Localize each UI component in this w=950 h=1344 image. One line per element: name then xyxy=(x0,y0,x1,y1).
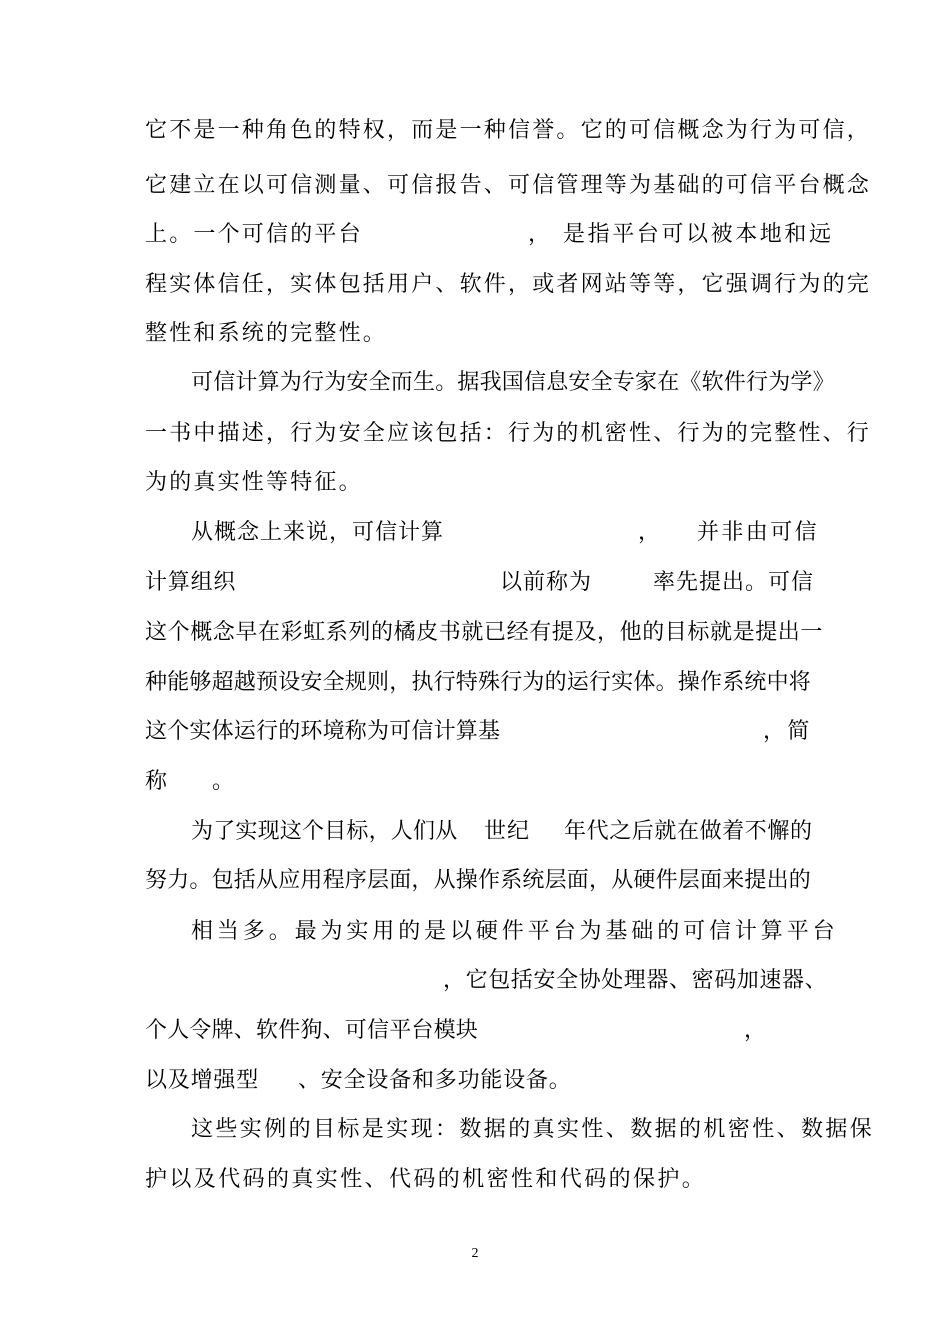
text-line: 、安全设备和多功能设备。 xyxy=(298,1068,572,1093)
text-line: ， xyxy=(744,1018,767,1043)
text-line: 率先提出。可信 xyxy=(653,570,815,595)
text-line: 程实体信任，实体包括用户、软件，或者网站等等，它强调行为的完 xyxy=(145,272,872,297)
text-line: 上。一个可信的平台 xyxy=(145,222,363,247)
text-line: 个人令牌、软件狗、可信平台模块 xyxy=(145,1018,479,1043)
text-line: 是指平台可以被本地和远 xyxy=(563,222,834,247)
text-line: 世纪 xyxy=(484,819,531,844)
text-line: 这些实例的目标是实现：数据的真实性、数据的机密性、数据保 xyxy=(191,1117,875,1142)
text-line: 一书中描述，行为安全应该包括：行为的机密性、行为的完整性、行 xyxy=(145,421,872,446)
text-line: 。 xyxy=(212,769,235,794)
text-line: ，它包括安全协处理器、密码加速器、 xyxy=(443,968,828,993)
text-line: ， xyxy=(638,520,661,545)
text-line: 可信计算为行为安全而生。据我国信息安全专家在《软件行为学》 xyxy=(191,370,835,395)
text-line: 并非由可信 xyxy=(697,520,820,545)
text-line: 种能够超越预设安全规则，执行特殊行为的运行实体。操作系统中将 xyxy=(145,670,812,695)
text-line: 年代之后就在做着不懈的 xyxy=(564,819,813,844)
text-line: 从概念上来说，可信计算 xyxy=(191,520,445,545)
text-line: 这个概念早在彩虹系列的橘皮书就已经有提及，他的目标就是提出一 xyxy=(145,620,824,645)
text-line: 为了实现这个目标，人们从 xyxy=(191,819,458,844)
text-line: 整性和系统的完整性。 xyxy=(145,321,388,346)
text-line: 为的真实性等特征。 xyxy=(145,470,363,495)
text-line: ， xyxy=(528,222,551,247)
text-line: 称 xyxy=(145,769,168,794)
page-number: 2 xyxy=(471,1246,479,1261)
text-line: 以前称为 xyxy=(500,570,593,595)
text-line: 计算组织 xyxy=(145,570,237,595)
text-line: 以及增强型 xyxy=(145,1068,260,1093)
text-line: 这个实体运行的环境称为可信计算基 xyxy=(145,719,501,744)
text-line: ，简 xyxy=(763,719,812,744)
text-line: 护以及代码的真实性、代码的机密性和代码的保护。 xyxy=(145,1167,707,1192)
text-line: 努力。包括从应用程序层面，从操作系统层面，从硬件层面来提出的 xyxy=(145,868,812,893)
text-line: 它不是一种角色的特权，而是一种信誉。它的可信概念为行为可信， xyxy=(145,118,872,143)
text-line: 它建立在以可信测量、可信报告、可信管理等为基础的可信平台概念 xyxy=(145,173,872,198)
text-line: 相当多。最为实用的是以硬件平台为基础的可信计算平台 xyxy=(191,919,839,944)
